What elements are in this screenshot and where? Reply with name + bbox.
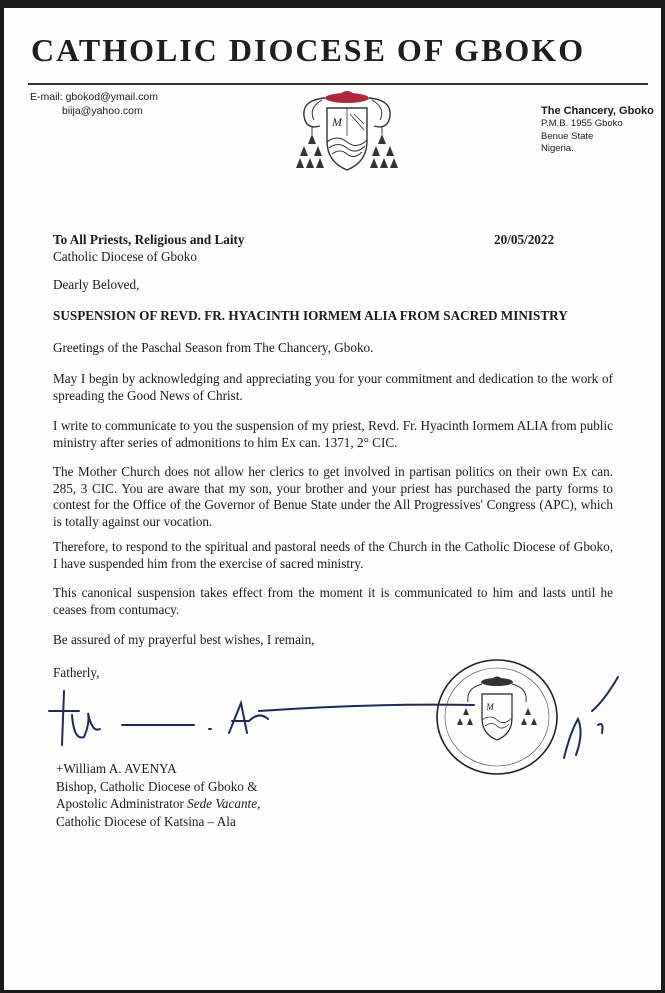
signatory-title-1: Bishop, Catholic Diocese of Gboko & bbox=[56, 778, 258, 794]
signatory-title-3: Catholic Diocese of Katsina – Ala bbox=[56, 813, 236, 829]
letterhead-title: CATHOLIC DIOCESE OF GBOKO bbox=[31, 32, 586, 68]
paragraph-appreciation: May I begin by acknowledging and appreciating you for your commitment and dedication to the work of spreading the Good News of Christ. bbox=[53, 371, 613, 403]
signatory-name: +William A. AVENYA bbox=[56, 761, 177, 776]
signatory-title-2-italic: Sede Vacante, bbox=[187, 796, 261, 811]
letterhead-rule bbox=[28, 83, 648, 85]
handwritten-signature bbox=[44, 663, 644, 763]
signatory-title-2-prefix: Apostolic Administrator bbox=[56, 796, 188, 811]
address-line-3: Nigeria. bbox=[541, 143, 574, 154]
paragraph-politics: The Mother Church does not allow her clerics to get involved in partisan politics on their own Ex can. 285, 3 CIC. You are aware that my son, your brother and your priest has purchased the party forms to contest for the Office of the Governor of Benue State under the All Progressives' Congress (APC), which is totally against our vocation. bbox=[53, 464, 613, 529]
address-line-1: P.M.B. 1955 Gboko bbox=[541, 118, 623, 129]
letterhead-address bbox=[541, 104, 654, 156]
email-line-1: E-mail: gbokod@ymail.com bbox=[30, 91, 158, 103]
signatory-title-2 bbox=[56, 795, 260, 813]
chancery-name: The Chancery, Gboko bbox=[541, 105, 654, 117]
crest-letter: M bbox=[332, 115, 342, 129]
paragraph-suspension: I write to communicate to you the suspension of my priest, Revd. Fr. Hyacinth Iormem ALIA from public ministry after series of admonitions to him Ex can. 1371, 2° CIC. bbox=[53, 418, 613, 450]
letter-subject: SUSPENSION OF REVD. FR. HYACINTH IORMEM ALIA FROM SACRED MINISTRY bbox=[53, 308, 568, 323]
diocese-crest-icon bbox=[292, 86, 402, 176]
signatory-block bbox=[56, 760, 260, 830]
address-line-2: Benue State bbox=[541, 130, 594, 142]
recipient-line-2: Catholic Diocese of Gboko bbox=[53, 248, 197, 264]
paragraph-response: Therefore, to respond to the spiritual and pastoral needs of the Church in the Catholic Diocese of Gboko, I have suspended him from the exercise of sacred ministry. bbox=[53, 539, 613, 571]
paragraph-canonical: This canonical suspension takes effect from the moment it is communicated to him and lasts until he ceases from contumacy. bbox=[53, 585, 613, 617]
email-line-2: biija@yahoo.com bbox=[62, 105, 143, 117]
salutation: Dearly Beloved, bbox=[53, 277, 140, 292]
recipient-line-1: To All Priests, Religious and Laity bbox=[53, 232, 245, 247]
letter-date: 20/05/2022 bbox=[494, 232, 555, 247]
paragraph-greeting: Greetings of the Paschal Season from The Chancery, Gboko. bbox=[53, 340, 374, 355]
closing: Fatherly, bbox=[53, 665, 100, 680]
seal-letter: M bbox=[486, 702, 494, 712]
letter-page bbox=[4, 8, 661, 990]
letterhead-emails bbox=[30, 90, 158, 118]
paragraph-wishes: Be assured of my prayerful best wishes, I remain, bbox=[53, 632, 315, 647]
